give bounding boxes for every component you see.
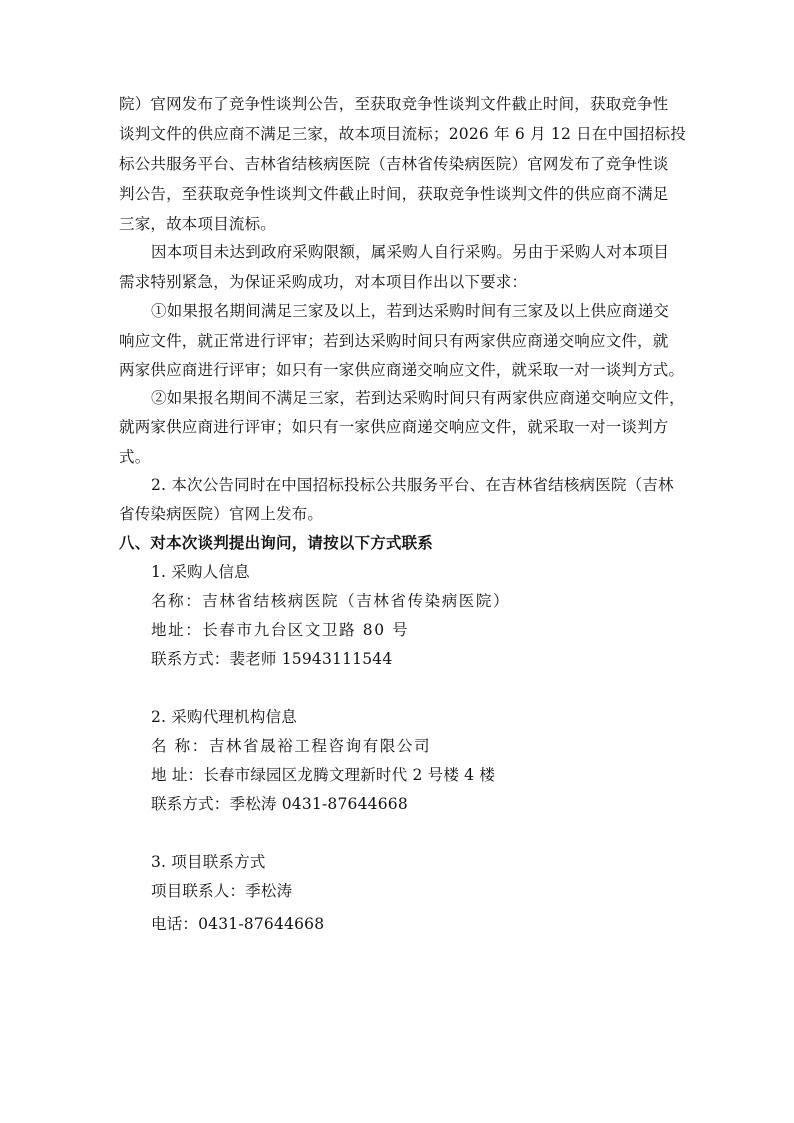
requirement-item-line: 两家供应商进行评审；如只有一家供应商递交响应文件，就采取一对一谈判方式。 xyxy=(119,361,685,379)
purchaser-name: 名称：吉林省结核病医院（吉林省传染病医院） xyxy=(151,592,511,610)
project-contact-phone: 电话：0431-87644668 xyxy=(151,915,325,933)
requirement-item-line: 式。 xyxy=(119,448,151,466)
paragraph-line: 需求特别紧急，为保证采购成功，对本项目作出以下要求： xyxy=(119,273,528,291)
project-contact-title: 3. 项目联系方式 xyxy=(151,853,266,871)
paragraph-line: 院）官网发布了竞争性谈判公告，至获取竞争性谈判文件截止时间，获取竞争性 xyxy=(119,95,669,113)
paragraph-line: 三家，故本项目流标。 xyxy=(119,215,277,233)
purchaser-title: 1. 采购人信息 xyxy=(151,563,250,581)
section-heading: 八、对本次谈判提出询问，请按以下方式联系 xyxy=(119,534,434,552)
purchaser-contact: 联系方式：裴老师 15943111544 xyxy=(151,650,393,668)
paragraph-line: 因本项目未达到政府采购限额，属采购人自行采购。另由于采购人对本项目 xyxy=(151,243,670,261)
purchaser-address: 地址：长春市九台区文卫路 80 号 xyxy=(151,621,410,639)
paragraph-line: 判公告，至获取竞争性谈判文件截止时间，获取竞争性谈判文件的供应商不满足 xyxy=(119,185,669,203)
project-contact-person: 项目联系人：季松涛 xyxy=(151,882,293,900)
paragraph-line: 2. 本次公告同时在中国招标投标公共服务平台、在吉林省结核病医院（吉林 xyxy=(151,476,674,494)
requirement-item-line: ①如果报名期间满足三家及以上，若到达采购时间有三家及以上供应商递交 xyxy=(151,302,670,320)
requirement-item-line: 响应文件，就正常进行评审；若到达采购时间只有两家供应商递交响应文件，就 xyxy=(119,332,669,350)
requirement-item-line: ②如果报名期间不满足三家，若到达采购时间只有两家供应商递交响应文件， xyxy=(151,389,685,407)
paragraph-line: 标公共服务平台、吉林省结核病医院（吉林省传染病医院）官网发布了竞争性谈 xyxy=(119,155,669,173)
agency-address: 地 址：长春市绿园区龙腾文理新时代 2 号楼 4 楼 xyxy=(151,766,496,784)
paragraph-line: 谈判文件的供应商不满足三家，故本项目流标；2026 年 6 月 12 日在中国招标投 xyxy=(119,125,687,143)
agency-contact: 联系方式：季松涛 0431-87644668 xyxy=(151,795,408,813)
requirement-item-line: 就两家供应商进行评审；如只有一家供应商递交响应文件，就采取一对一谈判方 xyxy=(119,418,669,436)
agency-title: 2. 采购代理机构信息 xyxy=(151,708,297,726)
paragraph-line: 省传染病医院）官网上发布。 xyxy=(119,505,324,523)
agency-name: 名 称：吉林省晟裕工程咨询有限公司 xyxy=(151,737,432,755)
